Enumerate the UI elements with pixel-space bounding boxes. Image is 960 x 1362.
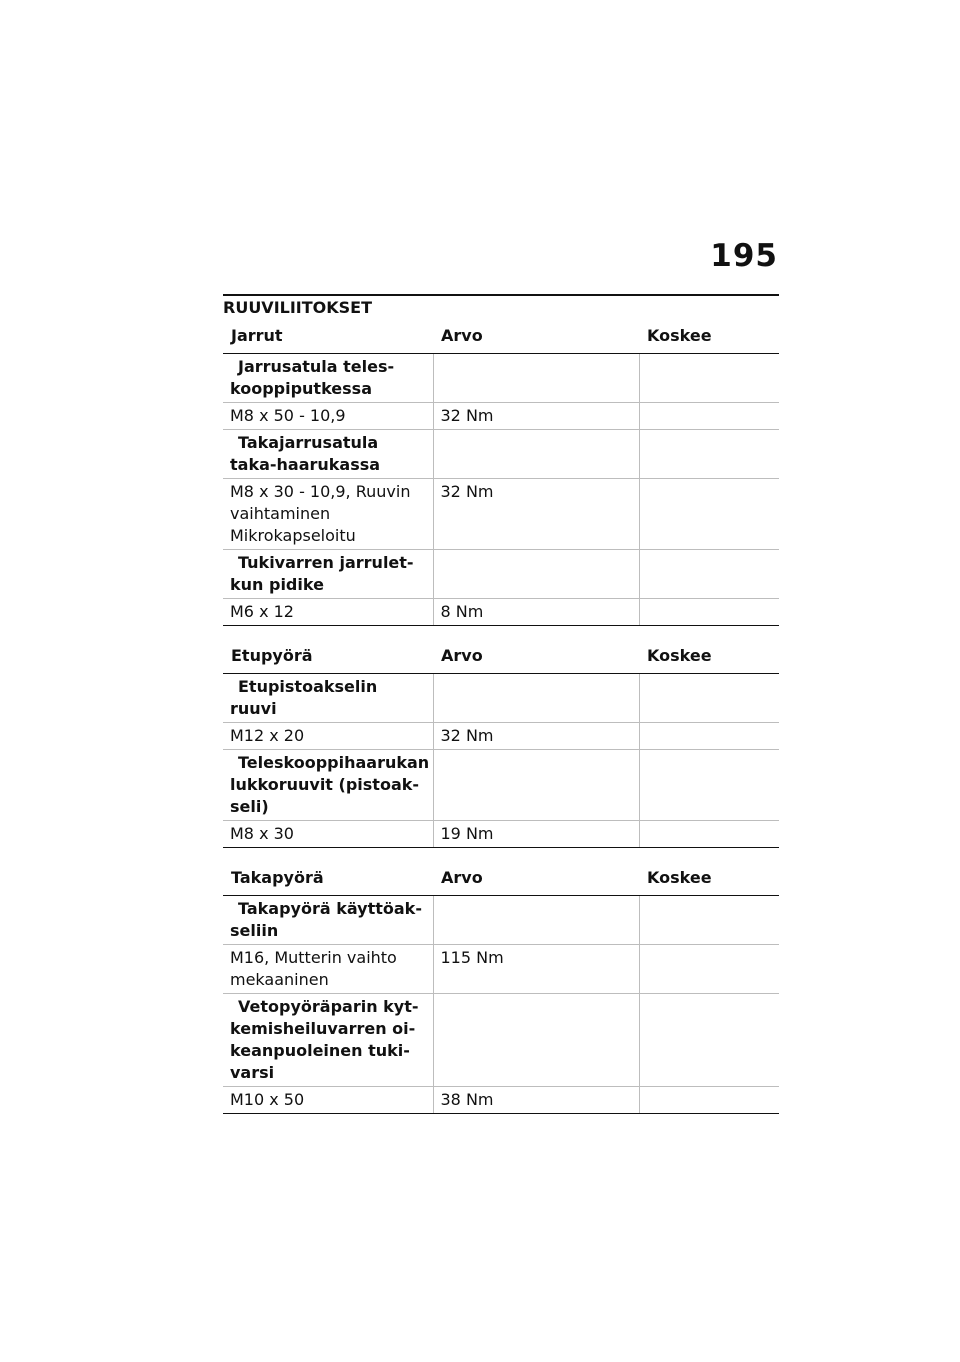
table-brakes <box>223 322 779 626</box>
table-spacer <box>223 848 779 864</box>
cell-component: M8 x 50 - 10,9 <box>223 403 433 430</box>
cell-applies <box>639 550 779 599</box>
cell-component: M8 x 30 - 10,9, Ruuvin vaihtaminen Mikrokapseloitu <box>223 479 433 550</box>
table-row <box>223 821 779 848</box>
cell-applies <box>639 599 779 626</box>
cell-value <box>433 550 639 599</box>
page-number: 195 <box>710 238 778 274</box>
table-row <box>223 354 779 403</box>
table-row <box>223 723 779 750</box>
table-row <box>223 550 779 599</box>
table-rear-wheel <box>223 864 779 1114</box>
cell-applies <box>639 354 779 403</box>
cell-applies <box>639 674 779 723</box>
col-header-applies: Koskee <box>639 322 779 354</box>
cell-applies <box>639 994 779 1087</box>
cell-applies <box>639 821 779 848</box>
cell-value: 32 Nm <box>433 723 639 750</box>
cell-applies <box>639 723 779 750</box>
col-header-component: Jarrut <box>223 322 433 354</box>
cell-value <box>433 994 639 1087</box>
torque-tables <box>223 322 779 1114</box>
cell-value <box>433 750 639 821</box>
table-header <box>223 864 779 896</box>
cell-value: 19 Nm <box>433 821 639 848</box>
table-row <box>223 945 779 994</box>
cell-component: M16, Mutterin vaihto mekaaninen <box>223 945 433 994</box>
cell-component: Jarrusatula teles-kooppiputkessa <box>223 354 433 403</box>
cell-applies <box>639 403 779 430</box>
cell-value: 115 Nm <box>433 945 639 994</box>
cell-value: 32 Nm <box>433 479 639 550</box>
cell-component: Teleskooppihaarukan lukkoruuvit (pistoak-seli) <box>223 750 433 821</box>
table-row <box>223 479 779 550</box>
col-header-value: Arvo <box>433 322 639 354</box>
cell-applies <box>639 750 779 821</box>
table-header <box>223 642 779 674</box>
table-header <box>223 322 779 354</box>
cell-component: Takajarrusatula taka-haarukassa <box>223 430 433 479</box>
cell-component: M8 x 30 <box>223 821 433 848</box>
cell-component: M6 x 12 <box>223 599 433 626</box>
cell-applies <box>639 430 779 479</box>
col-header-value: Arvo <box>433 864 639 896</box>
cell-value: 38 Nm <box>433 1087 639 1114</box>
cell-applies <box>639 945 779 994</box>
cell-value <box>433 354 639 403</box>
col-header-component: Etupyörä <box>223 642 433 674</box>
cell-value <box>433 430 639 479</box>
col-header-value: Arvo <box>433 642 639 674</box>
table-spacer <box>223 626 779 642</box>
table-front-wheel <box>223 642 779 848</box>
cell-value: 32 Nm <box>433 403 639 430</box>
table-row <box>223 430 779 479</box>
table-row <box>223 1087 779 1114</box>
table-row <box>223 750 779 821</box>
top-rule <box>223 294 779 296</box>
table-row <box>223 403 779 430</box>
cell-applies <box>639 1087 779 1114</box>
col-header-applies: Koskee <box>639 642 779 674</box>
table-row <box>223 994 779 1087</box>
col-header-component: Takapyörä <box>223 864 433 896</box>
cell-value: 8 Nm <box>433 599 639 626</box>
table-row <box>223 896 779 945</box>
cell-value <box>433 674 639 723</box>
cell-component: M12 x 20 <box>223 723 433 750</box>
cell-component: Tukivarren jarrulet-kun pidike <box>223 550 433 599</box>
cell-component: Etupistoakselin ruuvi <box>223 674 433 723</box>
cell-component: Takapyörä käyttöak-seliin <box>223 896 433 945</box>
cell-applies <box>639 896 779 945</box>
table-row <box>223 674 779 723</box>
cell-component: Vetopyöräparin kyt-kemisheiluvarren oi-keanpuoleinen tuki-varsi <box>223 994 433 1087</box>
cell-component: M10 x 50 <box>223 1087 433 1114</box>
cell-value <box>433 896 639 945</box>
cell-applies <box>639 479 779 550</box>
table-row <box>223 599 779 626</box>
col-header-applies: Koskee <box>639 864 779 896</box>
section-title: RUUVILIITOKSET <box>223 298 373 317</box>
